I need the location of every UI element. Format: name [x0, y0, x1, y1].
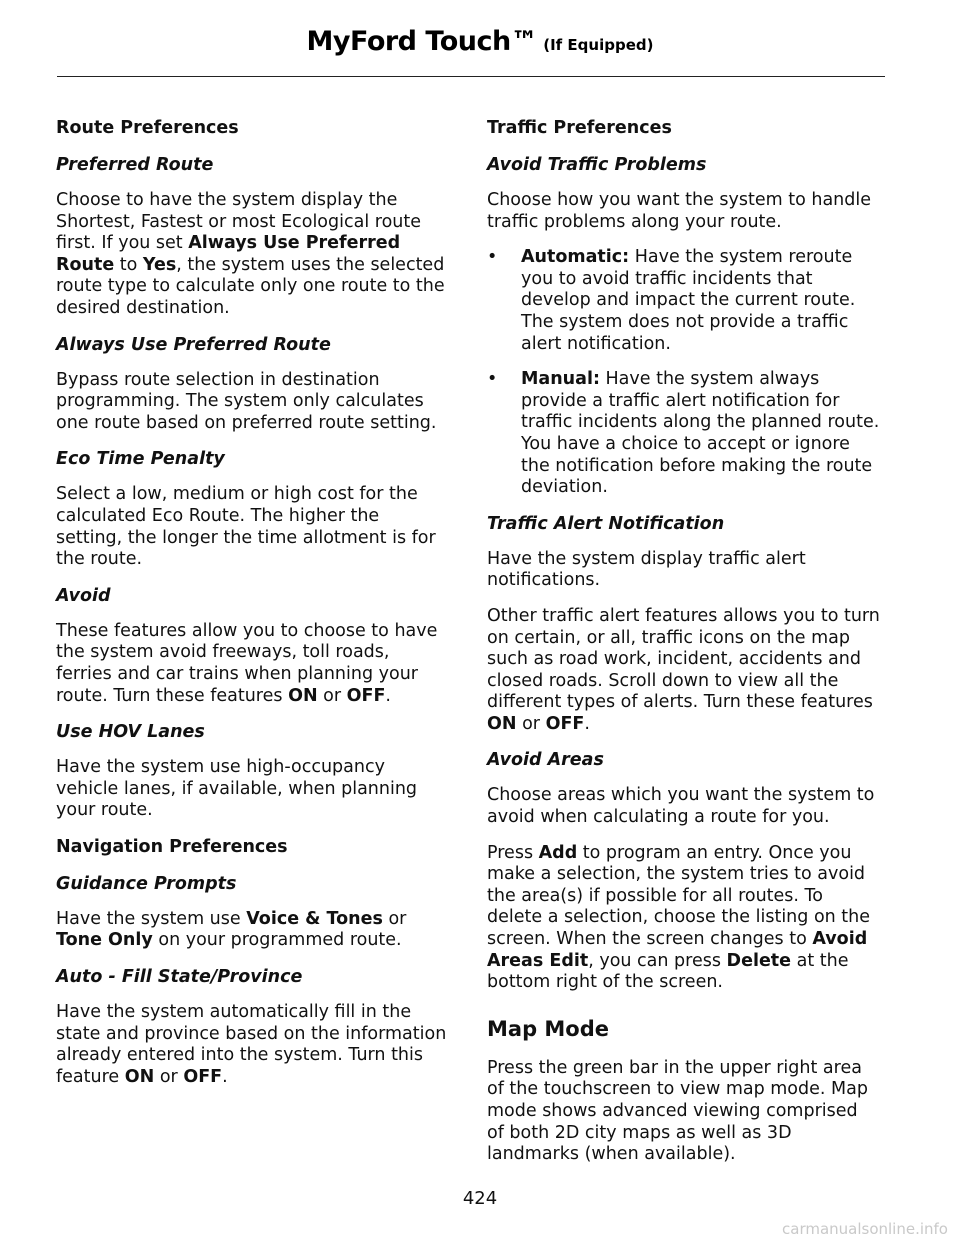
page-header	[0, 26, 960, 57]
avoid-heading: Avoid	[56, 585, 111, 606]
route-preferences-heading: Route Preferences	[56, 118, 239, 138]
navigation-preferences-heading: Navigation Preferences	[56, 836, 288, 857]
hov-lanes-heading: Use HOV Lanes	[56, 722, 205, 743]
watermark: carmanualsonline.info	[782, 1220, 948, 1238]
traffic-alert-notification-heading: Traffic Alert Notification	[487, 513, 725, 534]
traffic-preferences-heading: Traffic Preferences	[487, 118, 672, 138]
preferred-route-heading: Preferred Route	[56, 155, 214, 175]
left-column	[56, 117, 449, 1102]
eco-time-penalty-heading: Eco Time Penalty	[56, 449, 225, 470]
always-use-paragraph: Bypass route selection in destination programming. The system only calculates one route based on preferred route setting.	[56, 369, 437, 433]
avoid-paragraph: These features allow you to choose to have the system avoid freeways, toll roads, ferries and car trains when planning your route. Turn these features ON or OFF.	[56, 620, 438, 706]
header-subtitle: (If Equipped)	[543, 36, 654, 54]
traffic-alert-paragraph-1: Have the system display traffic alert notifications.	[487, 548, 806, 591]
right-column	[487, 117, 880, 1180]
auto-fill-paragraph: Have the system automatically fill in the state and province based on the information already entered into the system. Turn this feature ON or OFF.	[56, 1002, 447, 1087]
map-mode-heading: Map Mode	[487, 1016, 610, 1041]
traffic-options-list	[487, 247, 880, 499]
traffic-alert-paragraph-2: Other traffic alert features allows you to turn on certain, or all, traffic icons on the map such as road work, incident, accidents and closed roads. Scroll down to view all the different types of alerts. Turn these features ON or OFF.	[487, 605, 880, 734]
guidance-prompts-paragraph: Have the system use Voice & Tones or Tone Only on your programmed route.	[56, 908, 407, 951]
page-number: 424	[462, 1188, 498, 1209]
list-item: • Automatic: Have the system reroute you to avoid traffic incidents that develop and impact the current route. The system does not provide a traffic alert notification.	[487, 247, 856, 354]
eco-time-penalty-paragraph: Select a low, medium or high cost for the calculated Eco Route. The higher the setting, the longer the time allotment is for the route.	[56, 484, 436, 570]
guidance-prompts-heading: Guidance Prompts	[56, 873, 237, 894]
map-mode-paragraph: Press the green bar in the upper right area of the touchscreen to view map mode. Map mode shows advanced viewing comprised of both 2D city maps as well as 3D landmarks (when available).	[487, 1057, 868, 1165]
bullet-icon: •	[487, 247, 498, 268]
preferred-route-paragraph: Choose to have the system display the Shortest, Fastest or most Ecological route first. If you set Always Use Preferred Route to Yes, the system uses the selected route type to calculate only one route to the desired destination.	[56, 190, 445, 318]
always-use-preferred-route-heading: Always Use Preferred Route	[56, 334, 331, 355]
auto-fill-heading: Auto - Fill State/Province	[56, 967, 303, 988]
avoid-areas-paragraph-2: Press Add to program an entry. Once you make a selection, the system tries to avoid the area(s) if possible for all routes. To delete a selection, choose the listing on the screen. When the screen changes to Avoid Areas Edit, you can press Delete at the bottom right of the screen.	[487, 842, 871, 993]
avoid-traffic-problems-heading: Avoid Traffic Problems	[487, 155, 707, 175]
avoid-areas-heading: Avoid Areas	[487, 750, 604, 771]
bullet-icon: •	[487, 369, 498, 390]
avoid-traffic-paragraph: Choose how you want the system to handle traffic problems along your route.	[487, 190, 872, 232]
hov-lanes-paragraph: Have the system use high-occupancy vehicle lanes, if available, when planning your route.	[56, 757, 418, 821]
avoid-areas-paragraph-1: Choose areas which you want the system to avoid when calculating a route for you.	[487, 785, 875, 828]
header-rule	[57, 76, 885, 77]
list-item: • Manual: Have the system always provide a traffic alert notification for traffic incidents along the planned route. You have a choice to accept or ignore the notification before making the route deviation.	[487, 369, 880, 498]
header-title: MyFord Touch™	[306, 26, 538, 57]
